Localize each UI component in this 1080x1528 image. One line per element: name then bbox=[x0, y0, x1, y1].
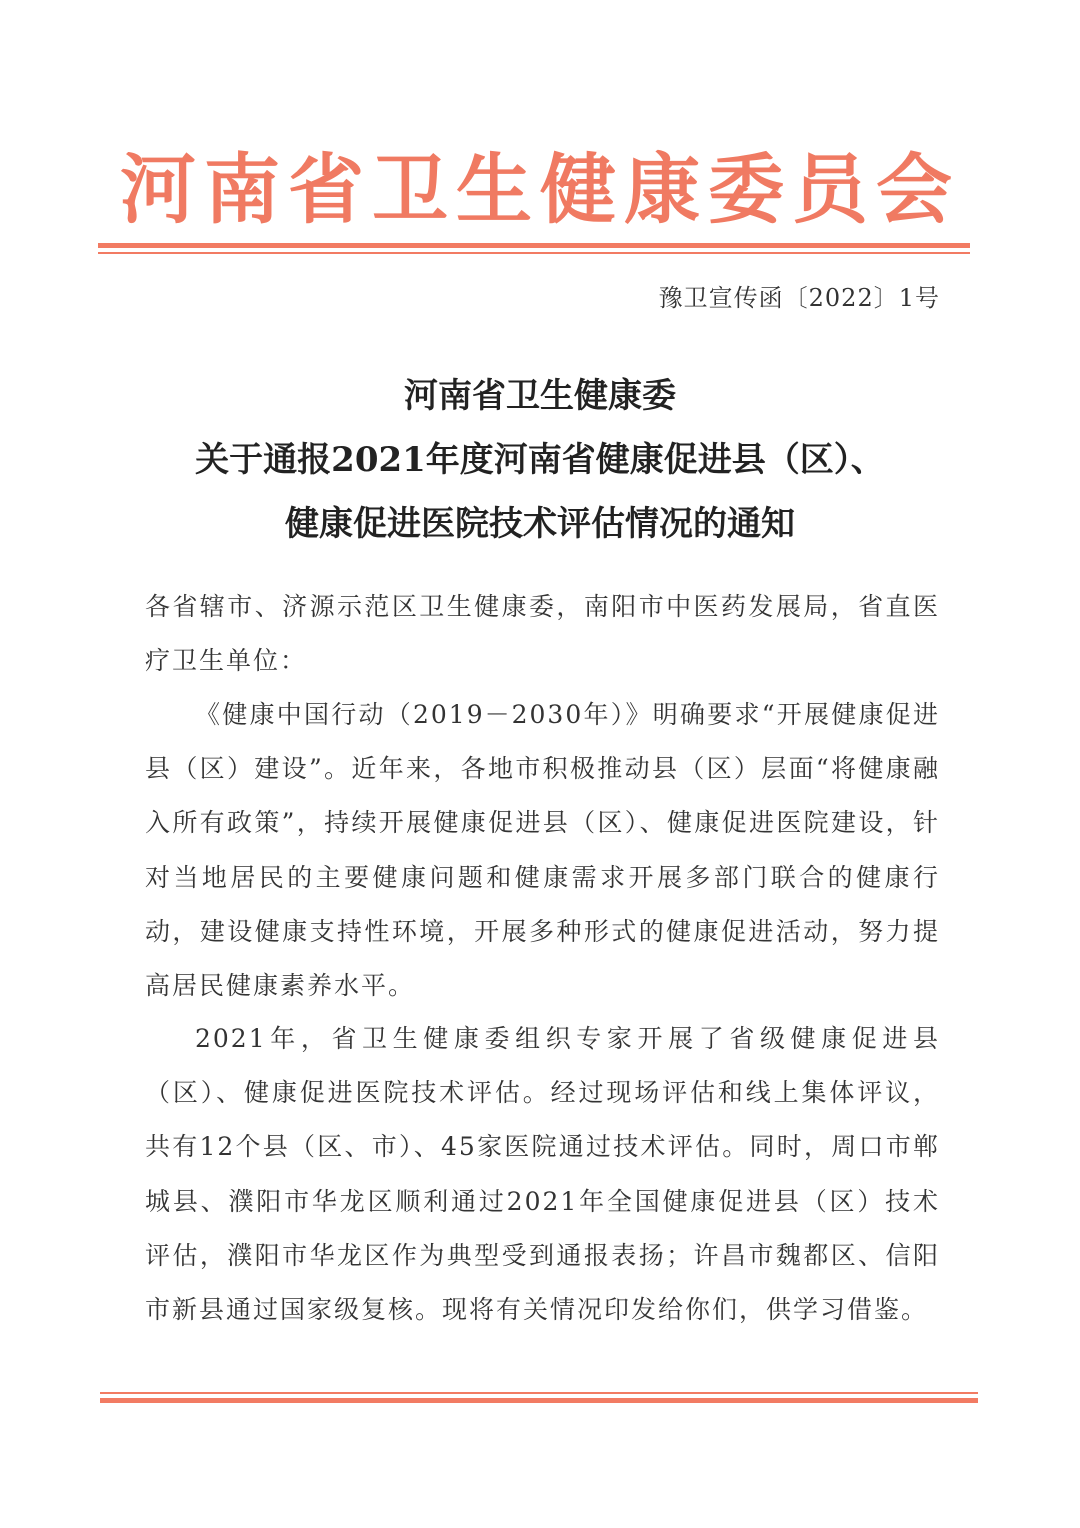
title-line-2: 关于通报2021年度河南省健康促进县（区）、 bbox=[195, 440, 885, 480]
addressee: 各省辖市、济源示范区卫生健康委，南阳市中医药发展局，省直医疗卫生单位： bbox=[145, 592, 940, 676]
body-paragraph-2: 2021年，省卫生健康委组织专家开展了省级健康促进县（区）、健康促进医院技术评估。经过现场评估和线上集体评议，共有12个县（区、市）、45家医院通过技术评估。同时，周口市郸城县、濮阳市华龙区顺利通过2021年全国健康促进县（区）技术评估，濮阳市华龙区作为典型受到通报表扬；许昌市魏都区、信阳市新县通过国家级复核。现将有关情况印发给你们，供学习借鉴。 bbox=[145, 1024, 940, 1325]
body-paragraph-1: 《健康中国行动（2019－2030年）》明确要求“开展健康促进县（区）建设”。近年来，各地市积极推动县（区）层面“将健康融入所有政策”，持续开展健康促进县（区）、健康促进医院建设，针对当地居民的主要健康问题和健康需求开展多部门联合的健康行动，建设健康支持性环境，开展多种形式的健康促进活动，努力提高居民健康素养水平。 bbox=[145, 700, 940, 1001]
issuer-masthead: 河南省卫生健康委员会 bbox=[120, 145, 960, 234]
footer-rule-thin bbox=[100, 1392, 978, 1394]
title-line-1: 河南省卫生健康委 bbox=[404, 376, 676, 416]
header-rule-thin bbox=[98, 252, 970, 254]
document-number: 豫卫宣传函〔2022〕1号 bbox=[658, 284, 940, 312]
footer-rule-thick bbox=[100, 1398, 978, 1403]
title-line-3: 健康促进医院技术评估情况的通知 bbox=[285, 504, 795, 544]
header-rule-thick bbox=[98, 243, 970, 248]
